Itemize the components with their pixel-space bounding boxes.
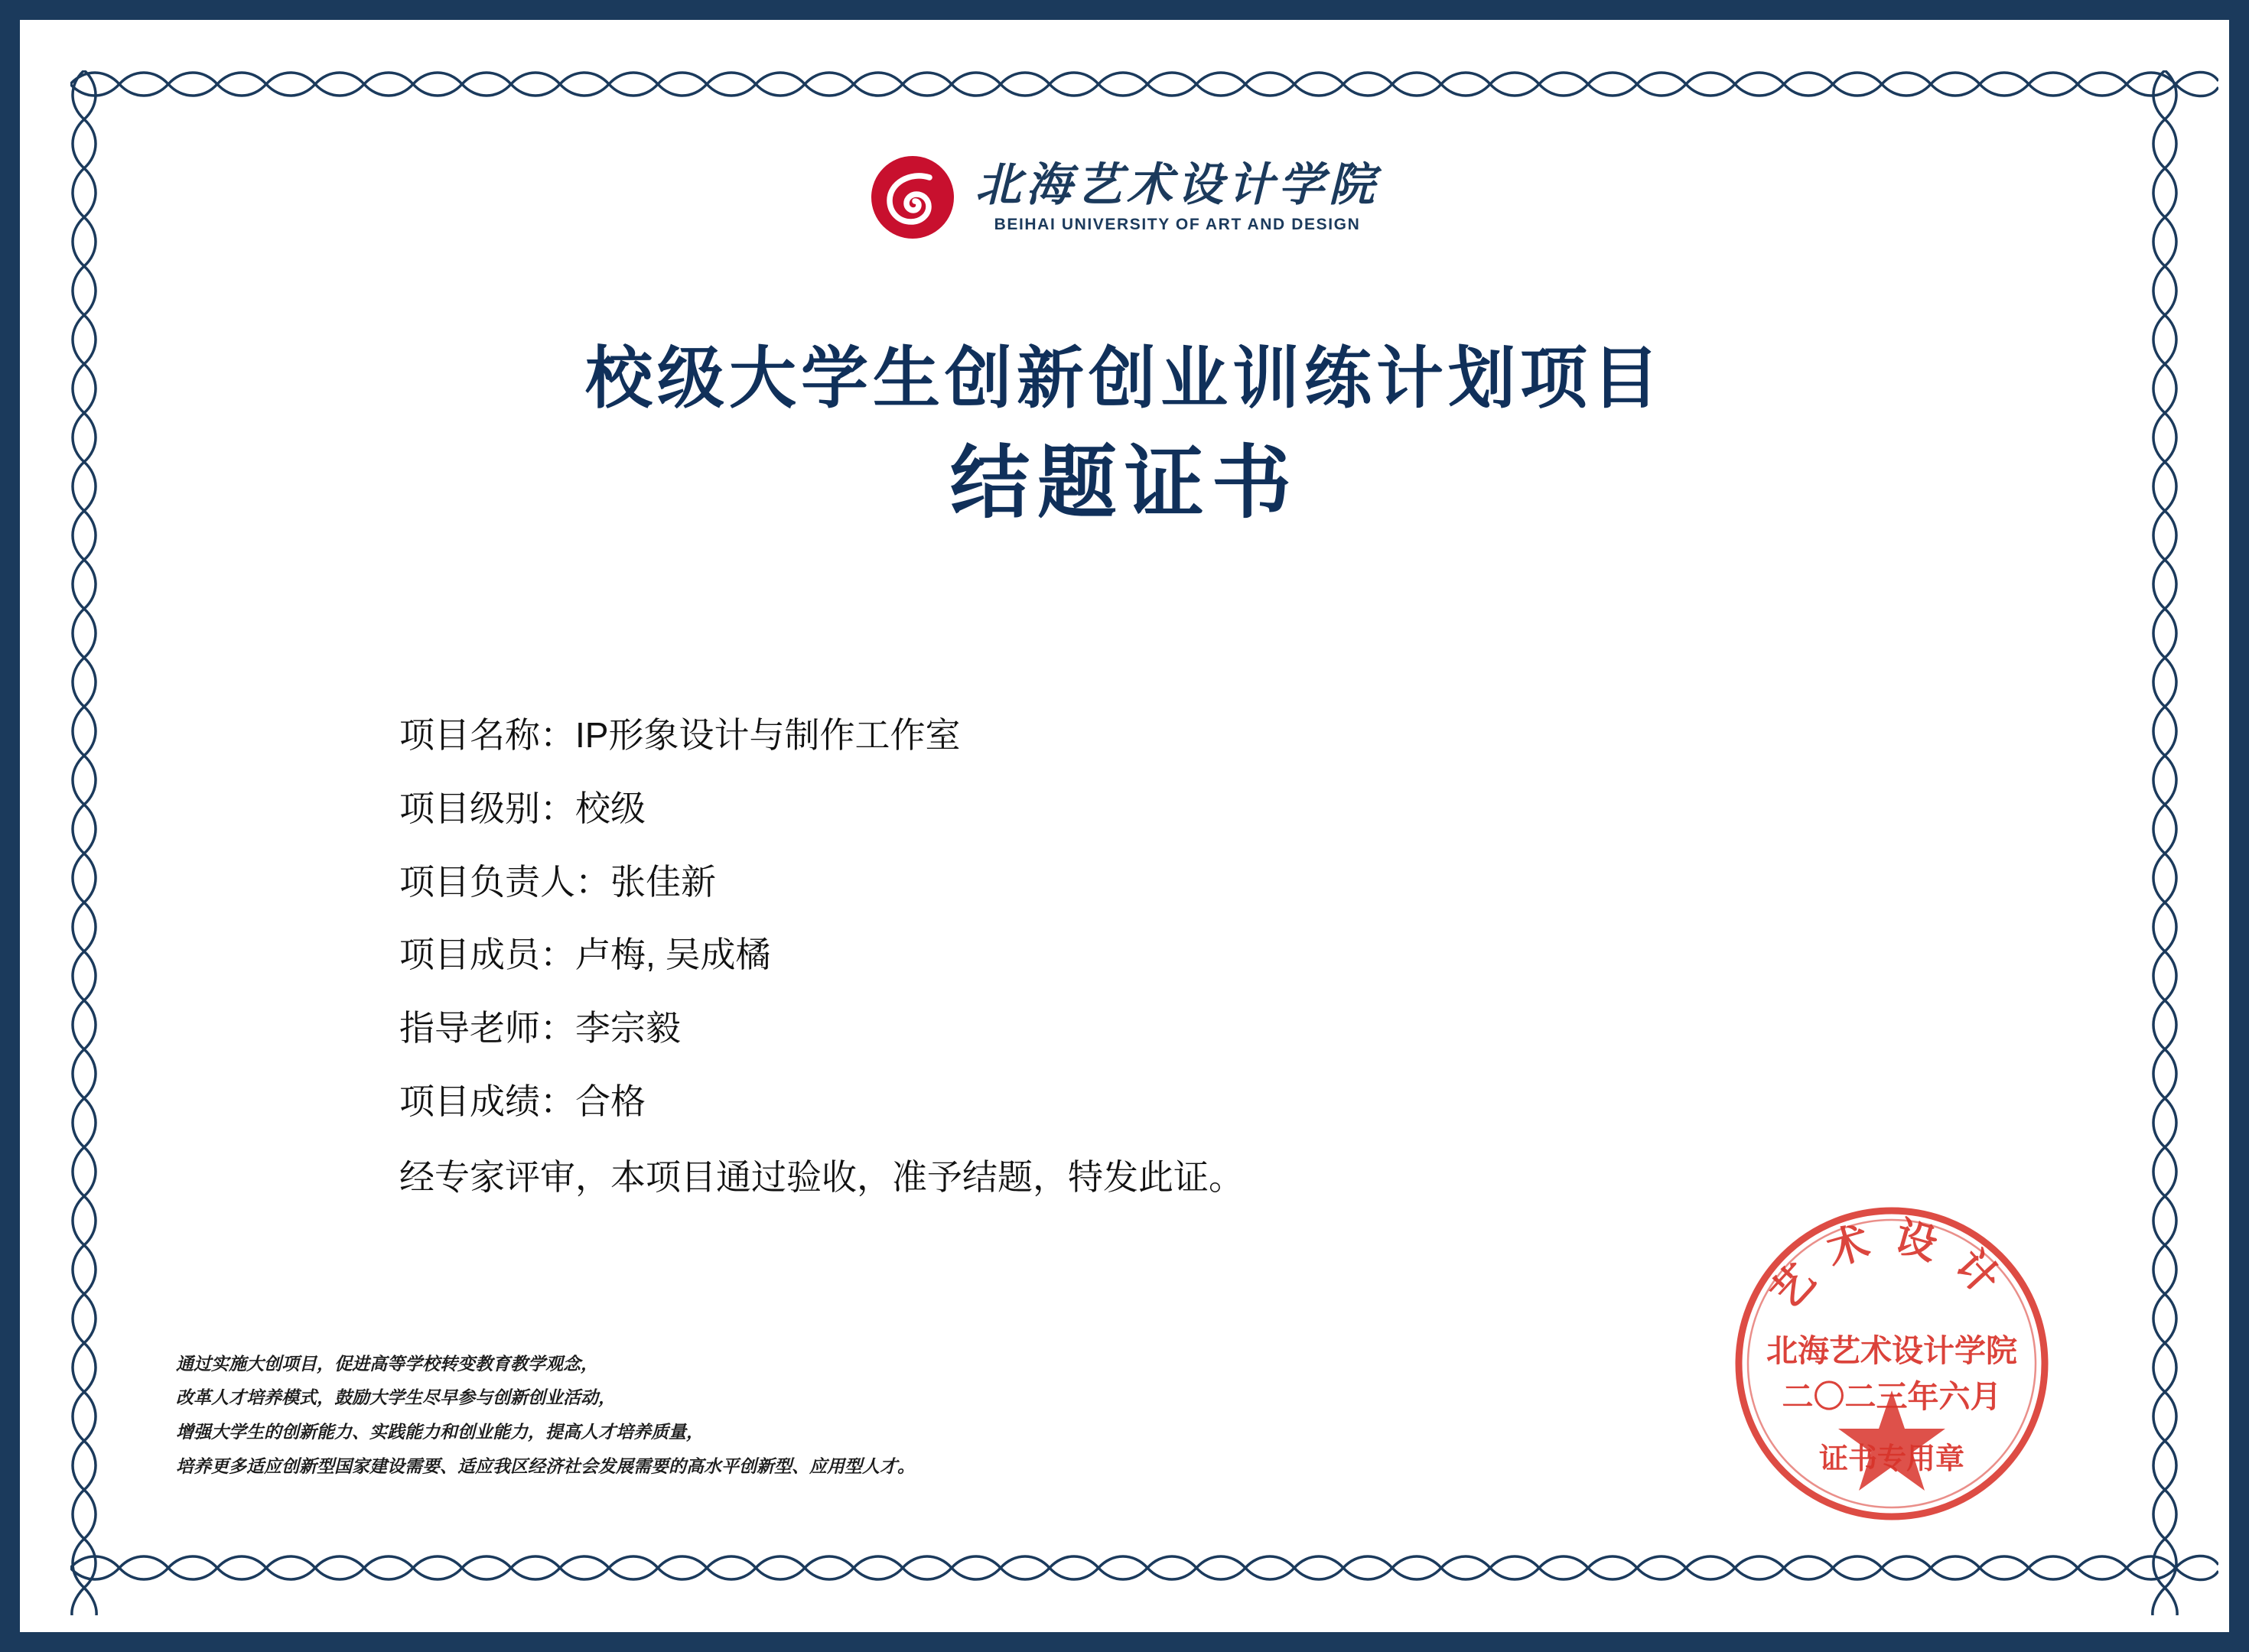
footnote-line-4: 培养更多适应创新型国家建设需要、适应我区经济社会发展需要的高水平创新型、应用型人才。 [176,1456,915,1477]
field-label-project-members: 项目成员： [399,935,575,975]
rope-border-right-decoration [2148,70,2182,1615]
footnote-line-3: 增强大学生的创新能力、实践能力和创业能力，提高人才培养质量， [176,1422,704,1442]
certificate-title-line2: 结题证书 [949,434,1299,529]
field-label-advisor: 指导老师： [399,1008,575,1049]
field-label-project-level: 项目级别： [399,788,575,828]
institution-name-cn: 北海艺术设计学院 [975,158,1379,212]
rope-border-bottom-decoration [70,1551,2218,1585]
field-row-grade [399,1079,1980,1125]
svg-text:北海艺术设计学院: 北海艺术设计学院 [1766,1332,2017,1369]
field-row-project-leader [399,860,1980,906]
logo-row [870,154,1379,240]
official-seal-stamp [1727,1199,2056,1528]
field-value-project-name: IP形象设计与制作工作室 [575,715,961,755]
field-row-advisor [399,1006,1980,1052]
rope-border-left-decoration [67,70,101,1615]
institution-name-en: BEIHAI UNIVERSITY OF ART AND DESIGN [994,216,1361,234]
institution-header [40,154,2209,240]
certificate-fields [399,713,1980,1202]
svg-text:艺术设计: 艺术设计 [1760,1211,2023,1319]
certificate-title-block [40,338,2209,532]
flame-swirl-logo-icon [870,154,955,240]
institution-name-block [975,158,1379,235]
footnote-line-2: 改革人才培养模式，鼓励大学生尽早参与创新创业活动， [176,1387,616,1408]
certificate-inner-field [40,40,2209,1612]
certificate-statement: 经专家评审，本项目通过验收，准予结题，特发此证。 [399,1156,1244,1197]
field-label-grade: 项目成绩： [399,1081,575,1121]
rope-border-top-decoration [70,67,2218,101]
field-row-project-level [399,786,1980,832]
certificate-footnote [176,1347,915,1484]
field-value-project-level: 校级 [575,788,646,828]
svg-text:证书专用章: 证书专用章 [1818,1441,1965,1475]
footnote-line-1: 通过实施大创项目，促进高等学校转变教育教学观念， [176,1353,598,1374]
certificate-title-line1: 校级大学生创新创业训练计划项目 [584,338,1664,418]
field-value-advisor: 李宗毅 [575,1008,681,1049]
field-row-project-name [399,713,1980,759]
field-label-project-name: 项目名称： [399,715,575,755]
field-row-project-members [399,932,1980,978]
field-value-project-leader: 张佳新 [610,861,716,902]
field-value-grade: 合格 [575,1081,646,1121]
svg-text:二〇二三年六月: 二〇二三年六月 [1782,1378,2002,1415]
field-value-project-members: 卢梅, 吴成橘 [575,935,771,975]
field-label-project-leader: 项目负责人： [399,861,610,902]
